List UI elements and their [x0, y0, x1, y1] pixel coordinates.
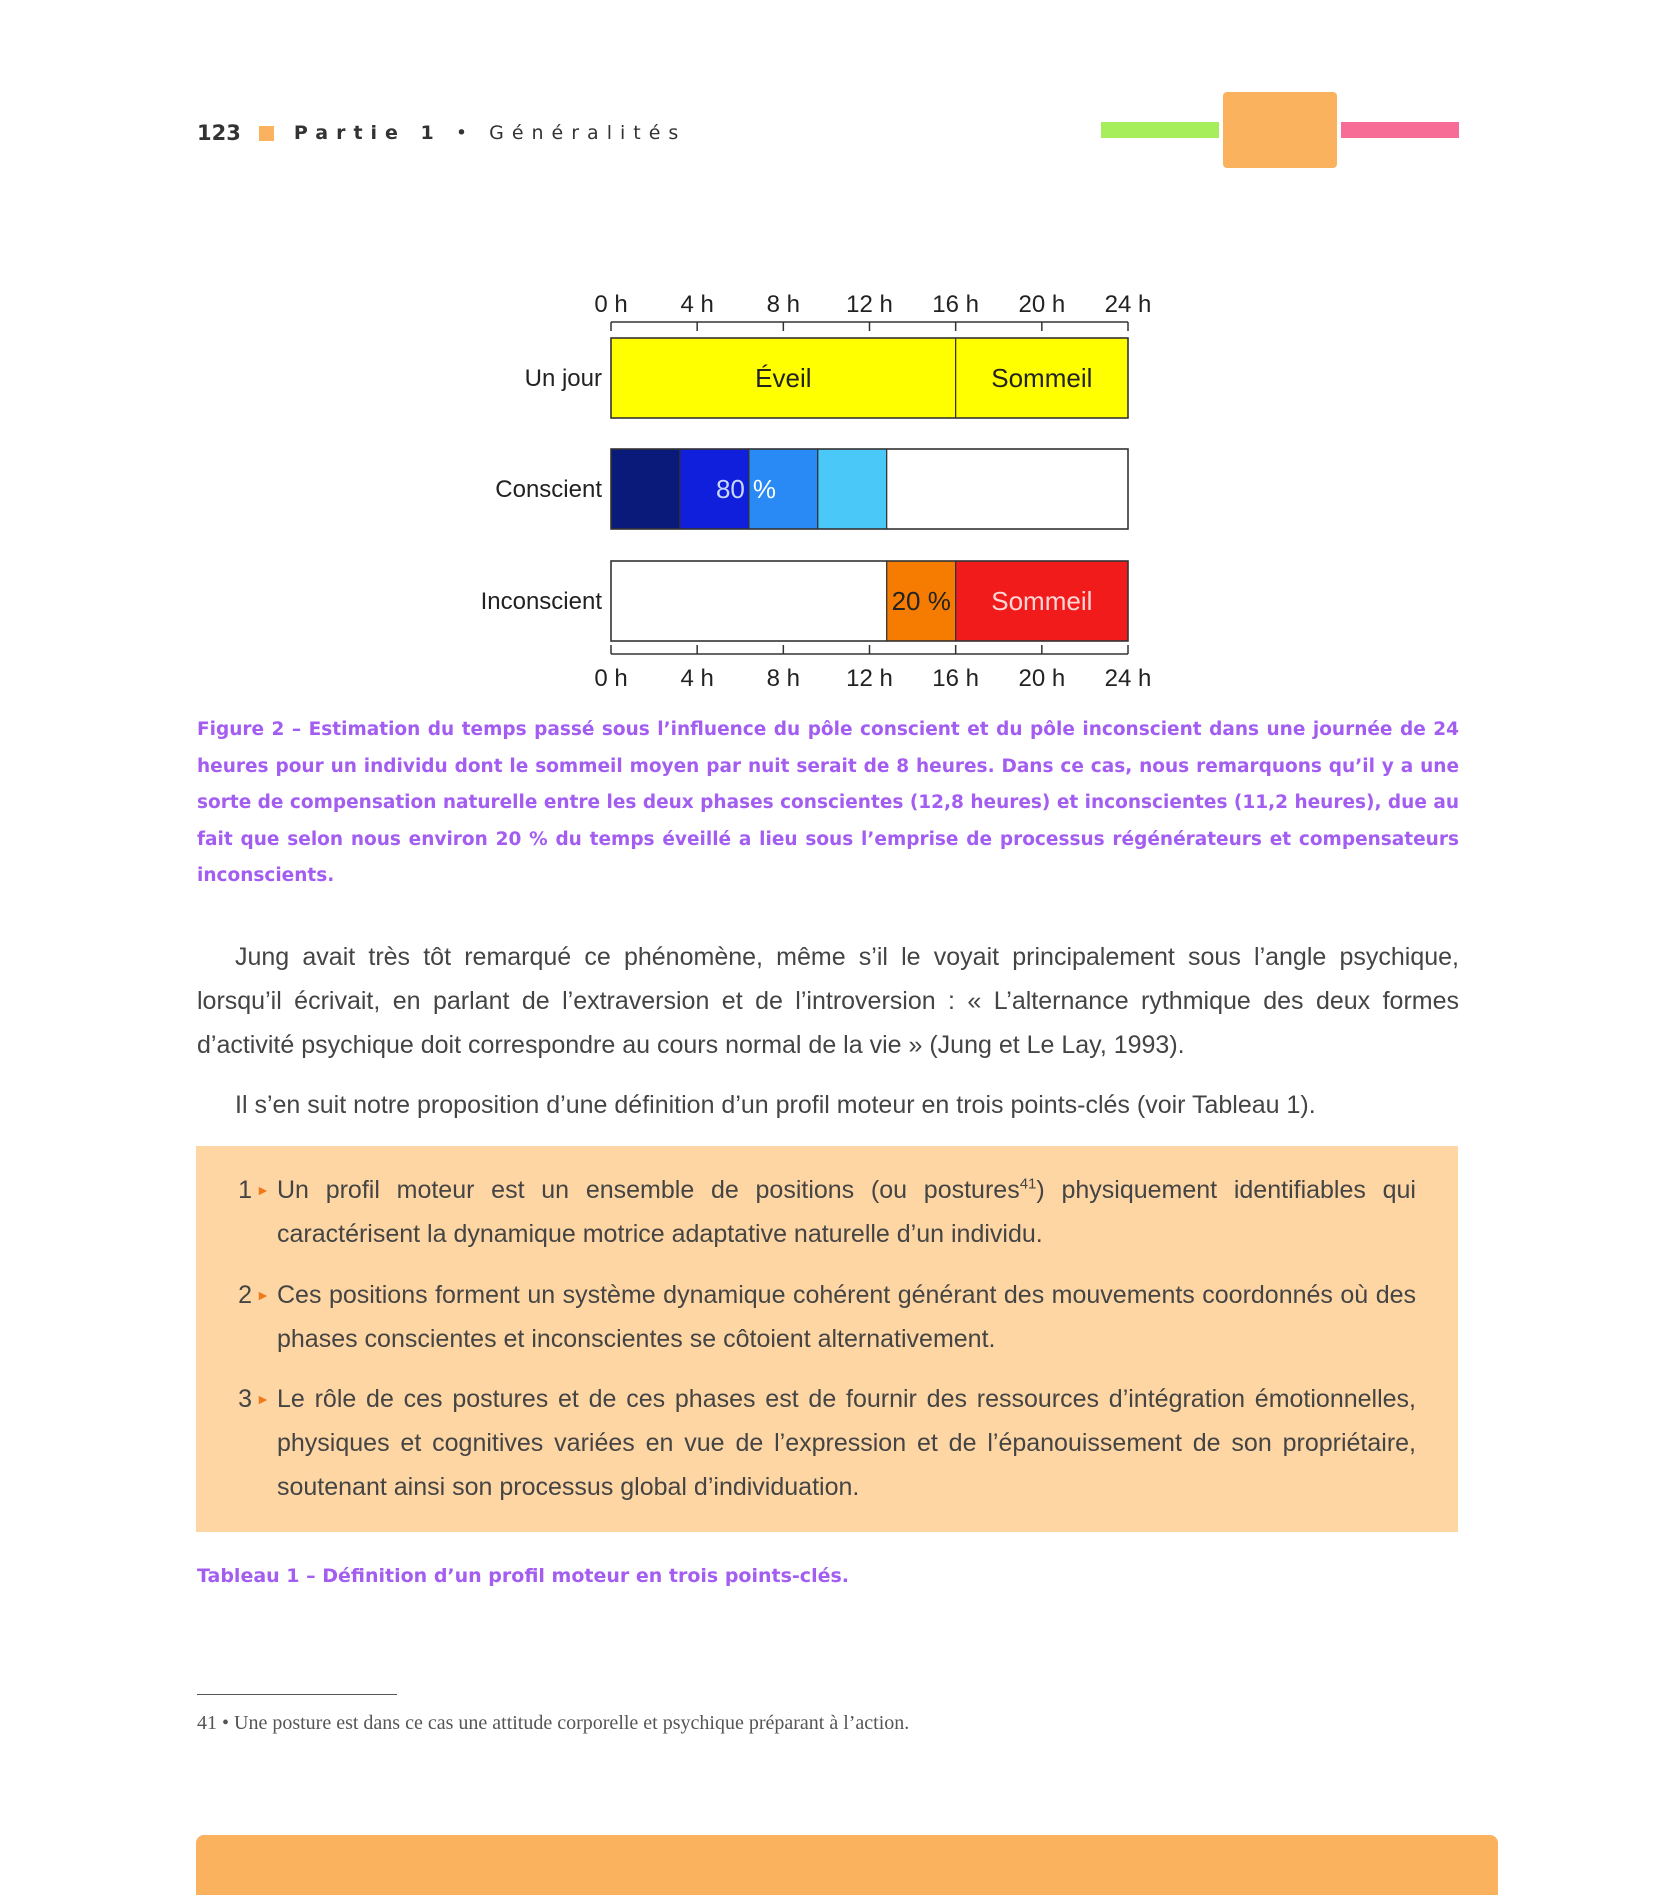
header-separator: •: [455, 122, 476, 144]
top-tick-label: 16 h: [932, 291, 980, 318]
body-paragraph-1: Jung avait très tôt remarqué ce phénomène, même s’il le voyait principalement sous l’angle psychique, lorsqu’il écrivait, en parlant de l’extraversion et de l’introversion : « L’alternance rythmique des deux formes d’activité psychique doit correspondre au cours normal de la vie » (Jung et Le Lay, 1993).: [197, 943, 1459, 1059]
bar-segment: [887, 449, 1128, 529]
footnote-rule: [197, 1694, 397, 1695]
footnote-ref[interactable]: 41: [1019, 1175, 1037, 1193]
footnote: [197, 1712, 909, 1735]
top-tick-label: 12 h: [846, 291, 893, 318]
bottom-tick-label: 20 h: [1018, 665, 1066, 692]
item-text: Ces positions forment un système dynamique cohérent générant des mouvements coordonnés où des phases conscientes et inconscientes se côtoient alternativement.: [277, 1281, 1416, 1353]
bar-segment: [818, 449, 887, 529]
item-text-part: Un profil moteur est un ensemble de positions (ou postures: [277, 1176, 1020, 1204]
segment-label: 80: [715, 474, 745, 504]
part-label: Partie 1: [293, 122, 442, 144]
body-paragraph-2: Il s’en suit notre proposition d’une définition d’un profil moteur en trois points-clés (voir Tableau 1).: [235, 1091, 1316, 1119]
segment-label: Sommeil: [991, 363, 1093, 393]
bottom-tick-label: 4 h: [680, 665, 714, 692]
green-tab: [1101, 122, 1219, 138]
row-label: Conscient: [495, 476, 602, 503]
orange-tab: [1223, 92, 1337, 168]
bottom-tick-label: 16 h: [932, 665, 980, 692]
footnote-number: 41: [197, 1712, 217, 1734]
pink-tab: [1341, 122, 1459, 138]
bottom-tick-label: 12 h: [846, 665, 893, 692]
definition-box: [196, 1146, 1458, 1532]
segment-label: 20 %: [891, 586, 951, 616]
running-head: [294, 122, 686, 144]
bottom-tick-label: 24 h: [1104, 665, 1152, 692]
arrow-icon: ►: [256, 1391, 270, 1407]
footnote-separator: •: [222, 1712, 230, 1734]
table-caption: Tableau 1 – Définition d’un profil moteur en trois points-clés.: [197, 1565, 849, 1587]
segment-label: %: [752, 474, 776, 504]
bar-segment: [611, 449, 680, 529]
bottom-tick-label: 0 h: [594, 665, 628, 692]
top-tick-label: 8 h: [766, 291, 801, 318]
segment-label: Éveil: [755, 363, 812, 393]
header-square-icon: [259, 126, 274, 141]
top-tick-label: 24 h: [1104, 291, 1152, 318]
running-header: [197, 118, 686, 148]
item-number: 2: [238, 1281, 252, 1309]
top-tick-label: 20 h: [1018, 291, 1066, 318]
bar-segment: [611, 561, 887, 641]
footnote-text: Une posture est dans ce cas une attitude corporelle et psychique préparant à l’action.: [234, 1712, 910, 1734]
segment-label: Sommeil: [991, 586, 1093, 616]
top-tick-label: 4 h: [680, 291, 714, 318]
page-number: 123: [197, 121, 241, 145]
arrow-icon: ►: [256, 1287, 270, 1303]
bottom-tick-label: 8 h: [766, 665, 801, 692]
color-tabs: [1101, 92, 1459, 168]
arrow-icon: ►: [256, 1182, 270, 1198]
sleep-chart: [470, 280, 1170, 700]
figure-caption: Figure 2 – Estimation du temps passé sous l’influence du pôle conscient et du pôle inconscient dans une journée de 24 heures pour un individu dont le sommeil moyen par nuit serait de 8 heures. Dans ce cas, nous remarquons qu’il y a une sorte de compensation naturelle entre les deux phases conscientes (12,8 heures) et inconscientes (11,2 heures), due au fait que selon nous environ 20 % du temps éveillé a lieu sous l’emprise de processus régénérateurs et compensateurs inconscients.: [197, 719, 1459, 886]
top-tick-label: 0 h: [594, 291, 628, 318]
row-label: Un jour: [524, 365, 602, 392]
item-number: 3: [238, 1385, 252, 1413]
section-label: Généralités: [489, 122, 687, 144]
item-text-part: ) physiquement identifiables qui caractérisent la dynamique motrice adaptative naturelle d’un individu.: [277, 1176, 1416, 1248]
item-text: Le rôle de ces postures et de ces phases est de fournir des ressources d’intégration émotionnelles, physiques et cognitives variées en vue de l’expression et de l’épanouissement de son propriétaire, soutenant ainsi son processus global d’individuation.: [277, 1385, 1416, 1501]
item-text: [277, 1168, 1416, 1256]
item-number: 1: [238, 1176, 252, 1204]
chart-svg: [470, 280, 1170, 700]
row-label: Inconscient: [480, 588, 602, 615]
footer-band: [196, 1835, 1498, 1895]
